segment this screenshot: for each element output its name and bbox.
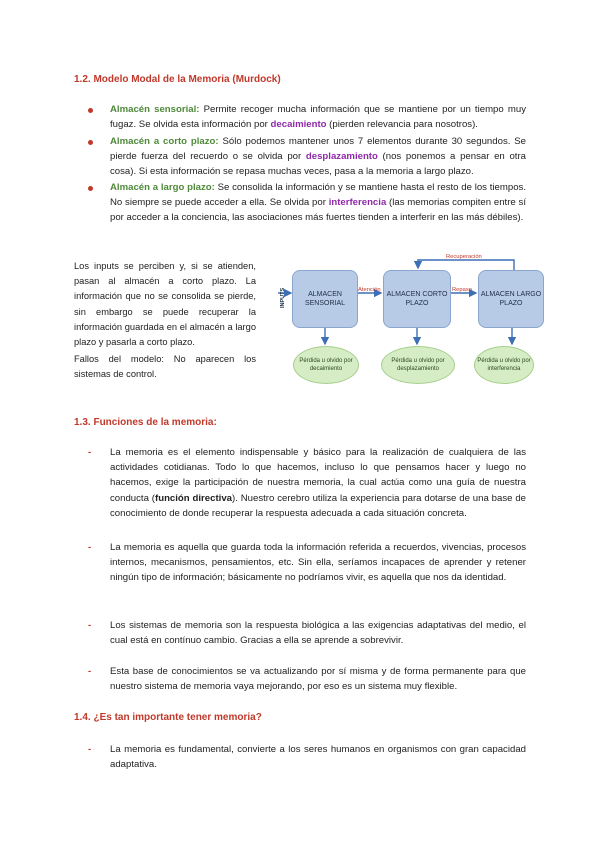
loss-interferencia — [474, 346, 534, 384]
loss-text: Pérdida u olvido por — [391, 358, 445, 364]
key-desplazamiento: desplazamiento — [305, 151, 378, 163]
funcion-p3: Los sistemas de memoria son la respuesta biológica a las exigencias adaptativas del medio, el cual está en contínuo cambio. Gracias a ella se aprende a sobrevivir. — [110, 620, 526, 647]
loss-key: interferencia — [487, 366, 521, 372]
dash-icon: - — [88, 447, 92, 458]
item-text: Sólo podemos mantener unos 7 elementos durante 30 segundos. Se pierde fuerza del recuerdo o se olvida por — [110, 136, 526, 163]
paragraph-text: La memoria es el elemento indispensable y básico para la realización de cualquiera de las actividades cotidianas. Todo lo que hacemos, incluso lo que pensamos hacer y luego no hacemos, exige la participación de nuestra memoria, la cual actúa como una guía de nuestra conducta ( — [110, 447, 526, 504]
inputs-label: INPUTS — [280, 287, 286, 308]
bullet-icon — [88, 108, 93, 113]
item-text: Se consolida la información y se mantiene hasta el resto de los tiempos. No siempre se puede acceder a ella. Se olvida por — [110, 182, 526, 209]
loss-text: Pérdida u olvido por — [477, 358, 531, 364]
loss-key: desplazamiento — [396, 366, 440, 372]
side-text-fallos: Fallos del modelo: No aparecen los sistemas de control. — [74, 354, 256, 380]
term-largo: Almacén a largo plazo: — [110, 182, 215, 193]
item-text: (nos ponemos a pensar en otra cosa). Si esta información se repasa muchas veces, pasa a la memoria a largo plazo. — [110, 151, 526, 178]
term-corto: Almacén a corto plazo: — [110, 136, 219, 147]
box-sensorial: ALMACEN SENSORIAL — [292, 270, 358, 328]
loss-desplazamiento — [381, 346, 455, 384]
item-corto — [110, 134, 526, 180]
box-corto-plazo: ALMACEN CORTO PLAZO — [383, 270, 451, 328]
importancia-p1: La memoria es fundamental, convierte a los seres humanos en organismos con gran capacidad adaptativa. — [110, 744, 526, 771]
loss-key: decaimiento — [309, 366, 343, 372]
section-13-title: 1.3. Funciones de la memoria: — [74, 417, 217, 428]
label-recuperacion: Recuperación — [446, 254, 482, 260]
dash-icon: - — [88, 620, 92, 631]
term-sensorial: Almacén sensorial: — [110, 104, 200, 115]
label-repaso: Repaso — [452, 287, 472, 293]
item-text: (las memorias compiten entre sí por acceder a la conciencia, las asociaciones más fuertes tienden a interferir en las más débiles). — [110, 197, 526, 224]
dash-icon: - — [88, 666, 92, 677]
dash-icon: - — [88, 744, 92, 755]
item-sensorial — [110, 102, 526, 132]
dash-icon: - — [88, 542, 92, 553]
loss-text: Pérdida u olvido por — [299, 358, 353, 364]
box-largo-plazo: ALMACEN LARGO PLAZO — [478, 270, 544, 328]
bullet-icon — [88, 140, 93, 145]
funcion-p4: Esta base de conocimientos se va actualizando por sí misma y de forma permanente para que nuestro sistema de memoria vaya mejorando, por eso es un sistema muy flexible. — [110, 666, 526, 693]
item-largo — [110, 180, 526, 226]
section-14-title: 1.4. ¿Es tan importante tener memoria? — [74, 712, 262, 723]
key-interferencia: interferencia — [328, 197, 387, 209]
funcion-p1 — [110, 445, 526, 521]
funcion-p2: La memoria es aquella que guarda toda la información referida a recuerdos, vivencias, procesos internos, mecanismos, pensamientos, etc. Sin ella, seríamos incapaces de aprender y retener ningún tipo de información; básicamente no podríamos vivir, es aquella que nos da identidad. — [110, 542, 526, 584]
modal-diagram — [262, 248, 542, 390]
key-decaimiento: decaimiento — [270, 119, 327, 131]
funcion-directiva: función directiva — [155, 492, 232, 504]
item-text: Permite recoger mucha información que se mantiene por un tiempo muy fugaz. Se olvida esta información por — [110, 104, 526, 131]
bullet-icon — [88, 186, 93, 191]
section-12-title: 1.2. Modelo Modal de la Memoria (Murdock) — [74, 74, 281, 85]
paragraph-text: ). Nuestro cerebro utiliza la experiencia para dotarse de una base de conocimiento de donde recuperar la respuesta adecuada a cada situación concreta. — [110, 492, 527, 519]
label-atencion: Atención — [358, 287, 381, 293]
loss-decaimiento — [293, 346, 359, 384]
side-text: Los inputs se perciben y, si se atienden, pasan al almacén a corto plazo. La información que no se consolida se pierde, sin embargo se puede recuperar la información guardada en el almacén a largo plazo y pasarla a corto plazo. — [74, 261, 256, 348]
item-text: (pierden relevancia para nosotros). — [326, 119, 478, 131]
